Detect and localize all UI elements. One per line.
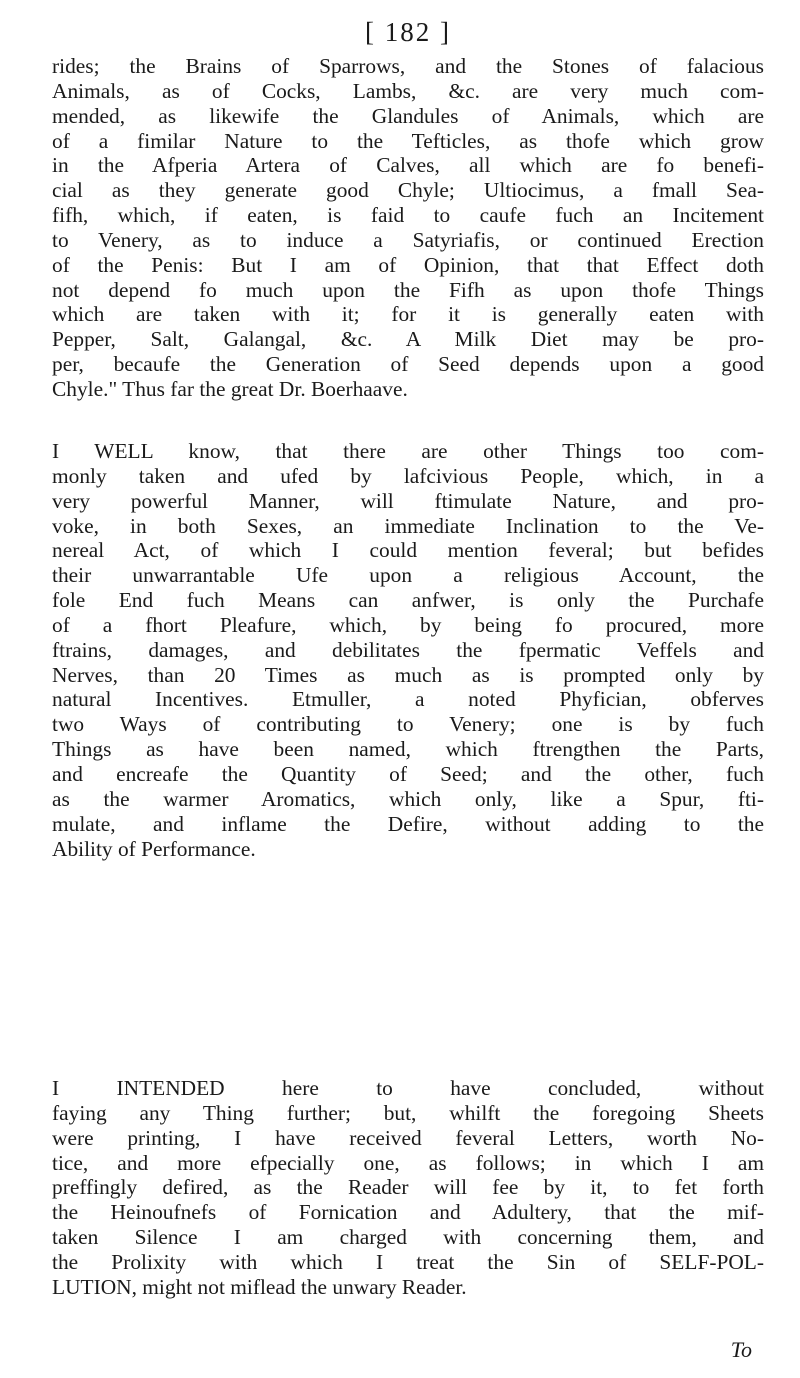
text-line: and encreafe the Quantity of Seed; and the other, fuch — [52, 761, 764, 786]
text-line: Pepper, Salt, Galangal, &c. A Milk Diet may be pro- — [52, 327, 764, 352]
text-line: in the Afperia Artera of Calves, all which are fo benefi- — [52, 153, 764, 178]
text-line: not depend fo much upon the Fifh as upon thofe Things — [52, 277, 764, 302]
text-line: Nerves, than 20 Times as much as is prompted only by — [52, 662, 764, 687]
text-line: their unwarrantable Ufe upon a religious Account, the — [52, 563, 764, 588]
text-line: Things as have been named, which ftrengthen the Parts, — [52, 737, 764, 762]
text-line: fifh, which, if eaten, is faid to caufe fuch an Incitement — [52, 203, 764, 228]
text-line: per, becaufe the Generation of Seed depends upon a good — [52, 352, 764, 377]
text-line: the Heinoufnefs of Fornication and Adultery, that the mif- — [52, 1200, 764, 1225]
text-line: LUTION, might not miflead the unwary Reader. — [52, 1274, 467, 1299]
text-line: Animals, as of Cocks, Lambs, &c. are very much com- — [52, 78, 764, 103]
text-line: ftrains, damages, and debilitates the fpermatic Veffels and — [52, 637, 764, 662]
text-line: of the Penis: But I am of Opinion, that that Effect doth — [52, 252, 764, 277]
text-line: faying any Thing further; but, whilft the foregoing Sheets — [52, 1100, 764, 1125]
text-line: were printing, I have received feveral Letters, worth No- — [52, 1125, 764, 1150]
text-line: of a fhort Pleafure, which, by being fo procured, more — [52, 612, 764, 637]
text-line: Chyle." Thus far the great Dr. Boerhaave. — [52, 376, 408, 401]
text-line: of a fimilar Nature to the Tefticles, as thofe which grow — [52, 128, 764, 153]
text-line: preffingly defired, as the Reader will fee by it, to fet forth — [52, 1175, 764, 1200]
text-line: nereal Act, of which I could mention feveral; but befides — [52, 538, 764, 563]
book-page — [52, 0, 764, 1378]
text-line: very powerful Manner, will ftimulate Nature, and pro- — [52, 488, 764, 513]
text-line: fole End fuch Means can anfwer, is only the Purchafe — [52, 588, 764, 613]
text-line: rides; the Brains of Sparrows, and the Stones of falacious — [52, 54, 764, 78]
text-line: mulate, and inflame the Defire, without adding to the — [52, 811, 764, 836]
text-line: monly taken and ufed by lafcivious People, which, in a — [52, 463, 764, 488]
text-line: I INTENDED here to have concluded, without — [52, 1076, 764, 1100]
text-line: cial as they generate good Chyle; Ultiocimus, a fmall Sea- — [52, 178, 764, 203]
text-line: two Ways of contributing to Venery; one is by fuch — [52, 712, 764, 737]
text-line: voke, in both Sexes, an immediate Inclination to the Ve- — [52, 513, 764, 538]
text-line: taken Silence I am charged with concerning them, and — [52, 1225, 764, 1250]
text-line: as the warmer Aromatics, which only, like a Spur, fti- — [52, 786, 764, 811]
paragraph-intended-conclusion — [52, 1076, 764, 1300]
text-line: the Prolixity with which I treat the Sin of SELF-POL- — [52, 1249, 764, 1274]
text-line: which are taken with it; for it is generally eaten with — [52, 302, 764, 327]
page-number: [ 182 ] — [365, 17, 451, 47]
text-line: tice, and more efpecially one, as follows; in which I am — [52, 1150, 764, 1175]
paragraph-boerhaave-quote — [52, 54, 764, 402]
text-line: Ability of Performance. — [52, 836, 256, 861]
paragraph-stimulants — [52, 439, 764, 861]
text-line: to Venery, as to induce a Satyriafis, or continued Erection — [52, 227, 764, 252]
text-line: mended, as likewife the Glandules of Animals, which are — [52, 103, 764, 128]
text-line: natural Incentives. Etmuller, a noted Phyfician, obferves — [52, 687, 764, 712]
text-line: I WELL know, that there are other Things too com- — [52, 439, 764, 463]
catchword: To — [730, 1337, 752, 1362]
